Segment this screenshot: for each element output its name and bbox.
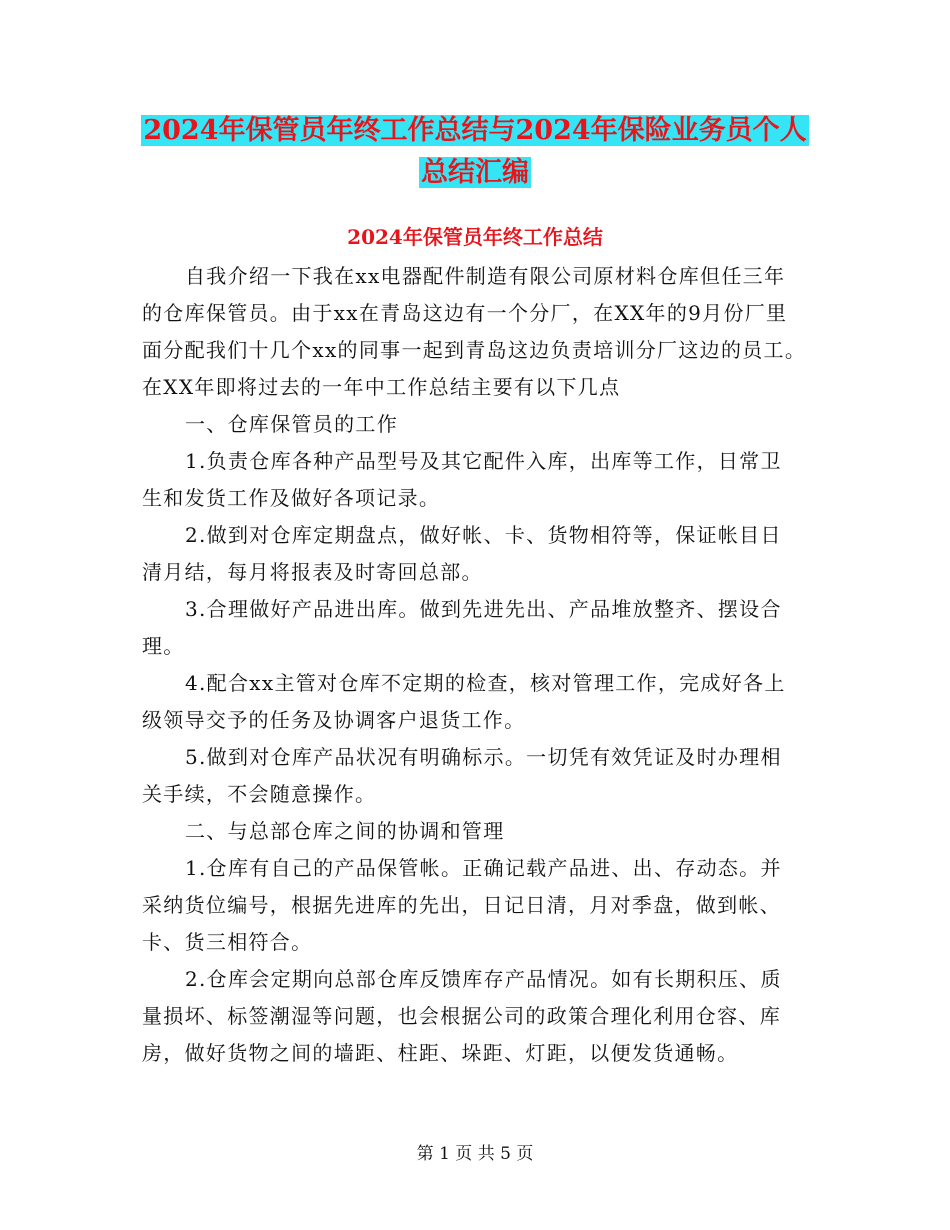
paragraph-line: 2.做到对仓库定期盘点，做好帐、卡、货物相符等，保证帐目日 [185, 523, 782, 547]
paragraph-line: 采纳货位编号，根据先进库的先出，日记日清，月对季盘，做到帐、 [142, 893, 781, 917]
paragraph-line: 关手续，不会随意操作。 [142, 782, 377, 806]
paragraph-line: 2.仓库会定期向总部仓库反馈库存产品情况。如有长期积压、质 [185, 967, 782, 991]
paragraph-line: 卡、货三相符合。 [142, 930, 313, 954]
paragraph-line: 量损坏、标签潮湿等问题，也会根据公司的政策合理化利用仓容、库 [142, 1004, 781, 1028]
paragraph-line: 1.仓库有自己的产品保管帐。正确记载产品进、出、存动态。并 [185, 856, 782, 880]
section-heading: 2024年保管员年终工作总结 [347, 225, 603, 249]
paragraph-line: 自我介绍一下我在xx电器配件制造有限公司原材料仓库但任三年 [185, 264, 786, 288]
paragraph-line: 生和发货工作及做好各项记录。 [142, 486, 441, 510]
page-footer: 第 1 页 共 5 页 [416, 1144, 534, 1164]
paragraph-line: 5.做到对仓库产品状况有明确标示。一切凭有效凭证及时办理相 [185, 745, 782, 769]
paragraph-line: 在XX年即将过去的一年中工作总结主要有以下几点 [142, 375, 621, 399]
paragraph-line: 1.负责仓库各种产品型号及其它配件入库，出库等工作，日常卫 [185, 449, 782, 473]
paragraph-line: 4.配合xx主管对仓库不定期的检查，核对管理工作，完成好各上 [185, 671, 786, 695]
paragraph-line: 级领导交予的任务及协调客户退货工作。 [142, 708, 526, 732]
section-heading-2: 二、与总部仓库之间的协调和管理 [185, 819, 505, 843]
paragraph-line: 面分配我们十几个xx的同事一起到青岛这边负责培训分厂这边的员工。 [142, 338, 807, 362]
paragraph-line: 清月结，每月将报表及时寄回总部。 [142, 560, 483, 584]
title-highlight-1: 2024年保管员年终工作总结与2024年保险业务员个人 [143, 115, 807, 146]
section-heading-1: 一、仓库保管员的工作 [185, 412, 398, 436]
document-title-line-2 [0, 154, 950, 192]
paragraph-line: 3.合理做好产品进出库。做到先进先出、产品堆放整齐、摆设合 [185, 597, 782, 621]
paragraph-line: 的仓库保管员。由于xx在青岛这边有一个分厂，在XX年的9月份厂里 [142, 301, 788, 325]
document-title-line-1 [0, 112, 950, 150]
title-highlight-2: 总结汇编 [421, 157, 529, 188]
paragraph-line: 房，做好货物之间的墙距、柱距、垛距、灯距，以便发货通畅。 [142, 1041, 739, 1065]
paragraph-line: 理。 [142, 634, 185, 658]
